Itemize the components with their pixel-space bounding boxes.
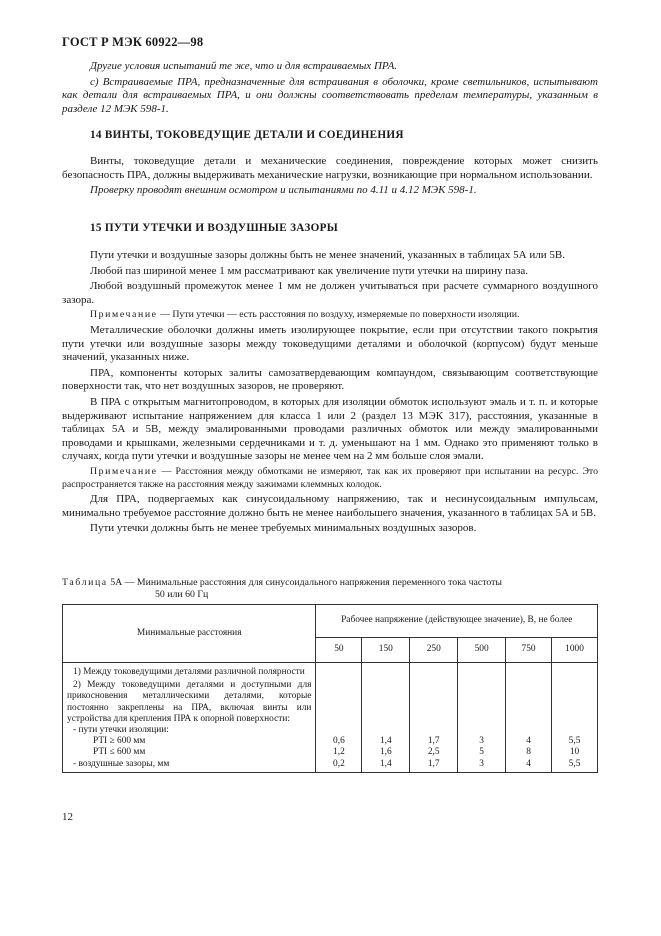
section-15-paragraph-1: Пути утечки и воздушные зазоры должны быть не менее значений, указанных в таблицах 5А или 5В. — [90, 249, 565, 261]
rti-le-250: 2,5 — [410, 747, 458, 758]
note-1-text: — Пути утечки — есть расстояния по воздуху, измеряемые по поверхности изоляции. — [157, 309, 520, 321]
table-row — [63, 725, 598, 736]
rti-ge-750: 4 — [506, 736, 552, 747]
rti-ge-250: 1,7 — [410, 736, 458, 747]
air-250: 1,7 — [410, 759, 458, 773]
voltage-250: 250 — [410, 638, 458, 663]
rti-le-150: 1,6 — [362, 747, 410, 758]
intro-block — [62, 60, 598, 118]
air-50: 0,2 — [316, 759, 362, 773]
rti-ge-50: 0,6 — [316, 736, 362, 747]
table-row — [63, 747, 598, 758]
rti-ge-500: 3 — [458, 736, 506, 747]
voltage-150: 150 — [362, 638, 410, 663]
section-15-paragraph-2: Любой паз шириной менее 1 мм рассматривают как увеличение пути утечки на ширину паза. — [90, 264, 528, 277]
column-header-voltage: Рабочее напряжение (действующее значение), В, не более — [316, 605, 598, 638]
rti-le-500: 5 — [458, 747, 506, 758]
section-14-title: 14 ВИНТЫ, ТОКОВЕДУЩИЕ ДЕТАЛИ И СОЕДИНЕНИЯ — [90, 129, 404, 141]
note-1-label: Примечание — [90, 309, 158, 321]
intro-paragraph-1: Другие условия испытаний те же, что и для встраиваемых ПРА. — [90, 60, 398, 72]
table-caption-label: Таблица — [62, 577, 108, 588]
table-row — [63, 736, 598, 747]
voltage-50: 50 — [316, 638, 362, 663]
section-15-paragraph-7: Для ПРА, подвергаемых как синусоидальному напряжению, так и несинусоидальным импульсам, минимально требуемое расстояние должно быть не менее наибольшего значения, указанного в таблицах 5А и 5В. — [62, 493, 598, 519]
table-row — [63, 759, 598, 773]
rti-le-750: 8 — [506, 747, 552, 758]
note-2-text: — Расстояния между обмотками не измеряют, так как их проверяют при испытании на ресурс. Это распространяется также на расстояния между зажимами клеммных колодок. — [62, 465, 598, 490]
section-15-paragraph-5: ПРА, компоненты которых залиты самозатвердевающим компаундом, связывающим соответствующие поверхности так, что нет воздушных зазоров, не проверяют. — [62, 366, 598, 393]
rti-ge-1000: 5,5 — [552, 736, 598, 747]
air-500: 3 — [458, 759, 506, 773]
air-750: 4 — [506, 759, 552, 773]
table-row — [63, 678, 598, 725]
note-2-label: Примечание — [90, 465, 158, 477]
row-2-description: 2) Между токоведущими деталями и доступными для прикосновения металлическими деталями, которые постоянно закреплены на ПРА, включая винты или устройства для крепления ПРА к опорной поверхности: — [63, 678, 316, 725]
rti-ge-label: РТI ≥ 600 мм — [63, 736, 316, 747]
table-row — [63, 663, 598, 679]
air-clearance-label: - воздушные зазоры, мм — [63, 759, 316, 773]
section-15-paragraph-4: Металлические оболочки должны иметь изолирующее покрытие, если при отсутствии такого покрытия пути утечки или воздушные зазоры между токоведущими деталями и оболочкой (корпусом) будут меньше значений, указанных ниже. — [62, 323, 598, 364]
voltage-500: 500 — [458, 638, 506, 663]
column-header-distances: Минимальные расстояния — [63, 605, 316, 663]
voltage-750: 750 — [506, 638, 552, 663]
section-14-body — [62, 155, 598, 200]
table-caption-line-2: 50 или 60 Гц — [155, 589, 209, 601]
creepage-label: - пути утечки изоляции: — [63, 725, 316, 736]
intro-paragraph-2: с) Встраиваемые ПРА, предназначенные для встраивания в оболочки, кроме светильников, испытывают как детали для встраиваемых ПРА, и они должны соответствовать пределам температуры, указанным в разделе 12 МЭК 598-1. — [62, 75, 598, 115]
rti-le-1000: 10 — [552, 747, 598, 758]
note-1 — [62, 309, 598, 322]
page-number: 12 — [62, 811, 73, 823]
section-15-paragraph-3: Любой воздушный промежуток менее 1 мм не должен учитываться при расчете суммарного воздушного зазора. — [62, 280, 598, 306]
section-15-paragraph-6: В ПРА с открытым магнитопроводом, в которых для изоляции обмоток используют эмаль и т. п. и которые выдерживают испытание напряжением для класса 1 или 2 (раздел 13 МЭК 317), расстояния, указанные в таблицах 5А и 5В, между эмалированными проводами различных обмоток или между эмалированными проводами и крышками, железными сердечниками и т. д. уменьшают на 1 мм. Однако это применяют только в случаях, когда пути утечки и воздушные зазоры не менее чем на 2 мм больше слоя эмали. — [62, 395, 598, 463]
air-150: 1,4 — [362, 759, 410, 773]
rti-ge-150: 1,4 — [362, 736, 410, 747]
section-15-body — [62, 249, 598, 538]
section-14-paragraph-1: Винты, токоведущие детали и механические соединения, повреждение которых может снизить безопасность ПРА, должны выдерживать механические нагрузки, возникающие при нормальном использовании. — [62, 155, 598, 181]
table-5a — [62, 604, 598, 773]
section-15-paragraph-8: Пути утечки должны быть не менее требуемых минимальных воздушных зазоров. — [90, 522, 477, 535]
document-header: ГОСТ Р МЭК 60922—98 — [62, 35, 204, 49]
rti-le-50: 1,2 — [316, 747, 362, 758]
row-1-description: 1) Между токоведущими деталями различной полярности — [63, 663, 316, 679]
table-caption-text: 5А — Минимальные расстояния для синусоидального напряжения переменного тока частоты — [107, 577, 503, 588]
rti-le-label: РТI ≤ 600 мм — [63, 747, 316, 758]
voltage-1000: 1000 — [552, 638, 598, 663]
section-15-title: 15 ПУТИ УТЕЧКИ И ВОЗДУШНЫЕ ЗАЗОРЫ — [90, 222, 339, 234]
note-2 — [62, 466, 598, 491]
air-1000: 5,5 — [552, 759, 598, 773]
section-14-paragraph-2: Проверку проводят внешним осмотром и испытаниями по 4.11 и 4.12 МЭК 598-1. — [90, 184, 477, 197]
table-caption — [62, 577, 602, 602]
